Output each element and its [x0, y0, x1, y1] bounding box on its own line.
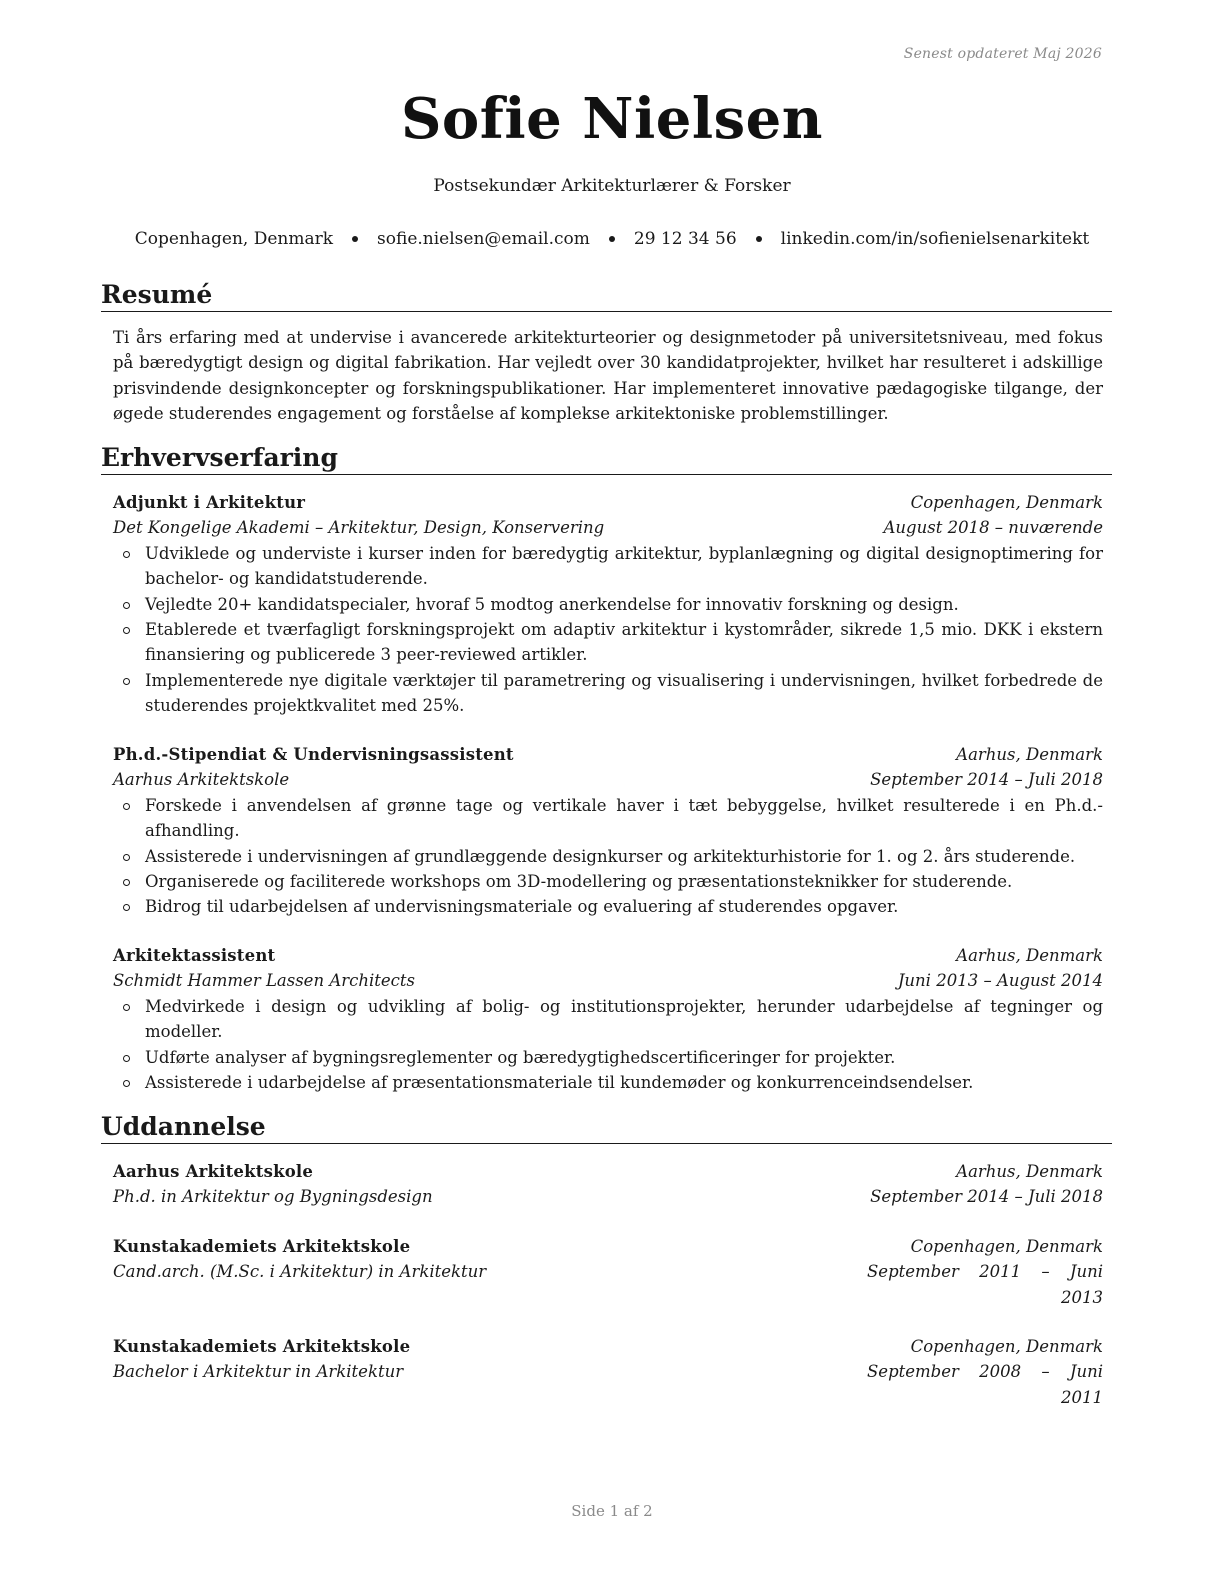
list-item: Bidrog til udarbejdelsen af undervisningsmateriale og evaluering af studerendes opgaver. [113, 894, 1103, 919]
school-name: Aarhus Arkitektskole [113, 1162, 314, 1181]
contact-location: Copenhagen, Denmark [134, 229, 334, 249]
job-bullets [113, 793, 1103, 920]
list-item: Assisterede i udarbejdelse af præsentationsmateriale til kundemøder og konkurrenceindsendelser. [113, 1070, 1103, 1095]
job-location: Aarhus, Denmark [956, 745, 1103, 764]
circle-bullet-icon [123, 1055, 130, 1062]
job-position: Ph.d.-Stipendiat & Undervisningsassistent [113, 745, 514, 764]
circle-bullet-icon [123, 854, 130, 861]
bullet-separator-icon [352, 236, 358, 242]
education-dates: September 2011 – Juni 2013 [867, 1262, 1103, 1307]
circle-bullet-icon [123, 678, 130, 685]
contact-line [0, 229, 1224, 249]
job-position: Adjunkt i Arkitektur [113, 493, 306, 512]
list-item: Medvirkede i design og udvikling af bolig- og institutionsprojekter, herunder udarbejdelse af tegninger og modeller. [113, 994, 1103, 1045]
education-entry [113, 1159, 1103, 1210]
job-dates: Juni 2013 – August 2014 [897, 971, 1103, 991]
list-item: Etablerede et tværfagligt forskningsprojekt om adaptiv arkitektur i kystområder, sikrede 1,5 mio. DKK i ekstern finansiering og publicerede 3 peer-reviewed artikler. [113, 617, 1103, 668]
degree: Bachelor i Arkitektur in Arkitektur [113, 1362, 404, 1382]
job-bullets [113, 541, 1103, 719]
list-item: Implementerede nye digitale værktøjer til parametrering og visualisering i undervisningen, hvilket forbedrede de studerendes projektkvalitet med 25%. [113, 668, 1103, 719]
circle-bullet-icon [123, 602, 130, 609]
circle-bullet-icon [123, 1004, 130, 1011]
contact-linkedin[interactable]: linkedin.com/in/sofienielsenarkitekt [780, 229, 1090, 249]
experience-entry [113, 490, 1103, 719]
job-location: Aarhus, Denmark [956, 946, 1103, 965]
employer: Det Kongelige Akademi – Arkitektur, Design, Konservering [113, 518, 605, 538]
contact-phone: 29 12 34 56 [633, 229, 737, 249]
education-dates: September 2014 – Juli 2018 [870, 1187, 1103, 1207]
experience-entry [113, 943, 1103, 1095]
education-entry [113, 1234, 1103, 1310]
job-dates: August 2018 – nuværende [883, 518, 1103, 538]
list-item: Udviklede og underviste i kurser inden for bæredygtig arkitektur, byplanlægning og digital designoptimering for bachelor- og kandidatstuderende. [113, 541, 1103, 592]
bullet-separator-icon [756, 236, 762, 242]
education-dates: September 2008 – Juni 2011 [867, 1362, 1103, 1407]
circle-bullet-icon [123, 904, 130, 911]
circle-bullet-icon [123, 1080, 130, 1087]
job-dates: September 2014 – Juli 2018 [870, 770, 1103, 790]
employer: Aarhus Arkitektskole [113, 770, 290, 790]
job-title: Postsekundær Arkitekturlærer & Forsker [433, 176, 791, 196]
bullet-separator-icon [609, 236, 615, 242]
list-item: Assisterede i undervisningen af grundlæggende designkurser og arkitekturhistorie for 1. og 2. års studerende. [113, 844, 1103, 869]
experience-entry [113, 742, 1103, 920]
section-title-experience: Erhvervserfaring [101, 443, 1112, 475]
page-number: Side 1 af 2 [571, 1502, 653, 1520]
section-title-education: Uddannelse [101, 1112, 1112, 1144]
summary-text: Ti års erfaring med at undervise i avancerede arkitekturteorier og designmetoder på universitetsniveau, med fokus på bæredygtigt design og digital fabrikation. Har vejledt over 30 kandidatprojekter, hvilket har resulteret i adskillige prisvindende designkoncepter og forskningspublikationer. Har implementeret innovative pædagogiske tilgange, der øgede studerendes engagement og forståelse af komplekse arkitektoniske problemstillinger. [113, 328, 1103, 424]
section-title-summary: Resumé [101, 280, 1112, 312]
list-item: Vejledte 20+ kandidatspecialer, hvoraf 5 modtog anerkendelse for innovativ forskning og design. [113, 592, 1103, 617]
school-name: Kunstakademiets Arkitektskole [113, 1337, 411, 1356]
list-item: Organiserede og faciliterede workshops om 3D-modellering og præsentationsteknikker for studerende. [113, 869, 1103, 894]
job-location: Copenhagen, Denmark [910, 493, 1103, 512]
school-name: Kunstakademiets Arkitektskole [113, 1237, 411, 1256]
degree: Cand.arch. (M.Sc. i Arkitektur) in Arkitektur [113, 1262, 487, 1282]
school-location: Copenhagen, Denmark [910, 1237, 1103, 1256]
circle-bullet-icon [123, 551, 130, 558]
last-updated: Senest opdateret Maj 2026 [903, 46, 1102, 62]
school-location: Copenhagen, Denmark [910, 1337, 1103, 1356]
list-item: Forskede i anvendelsen af grønne tage og vertikale haver i tæt bebyggelse, hvilket resulterede i en Ph.d.-afhandling. [113, 793, 1103, 844]
circle-bullet-icon [123, 879, 130, 886]
school-location: Aarhus, Denmark [956, 1162, 1103, 1181]
circle-bullet-icon [123, 803, 130, 810]
person-name: Sofie Nielsen [400, 86, 823, 152]
contact-email[interactable]: sofie.nielsen@email.com [377, 229, 590, 249]
list-item: Udførte analyser af bygningsreglementer og bæredygtighedscertificeringer for projekter. [113, 1045, 1103, 1070]
circle-bullet-icon [123, 627, 130, 634]
degree: Ph.d. in Arkitektur og Bygningsdesign [113, 1187, 433, 1207]
education-entry [113, 1334, 1103, 1410]
employer: Schmidt Hammer Lassen Architects [113, 971, 415, 991]
job-position: Arkitektassistent [113, 946, 276, 965]
job-bullets [113, 994, 1103, 1096]
